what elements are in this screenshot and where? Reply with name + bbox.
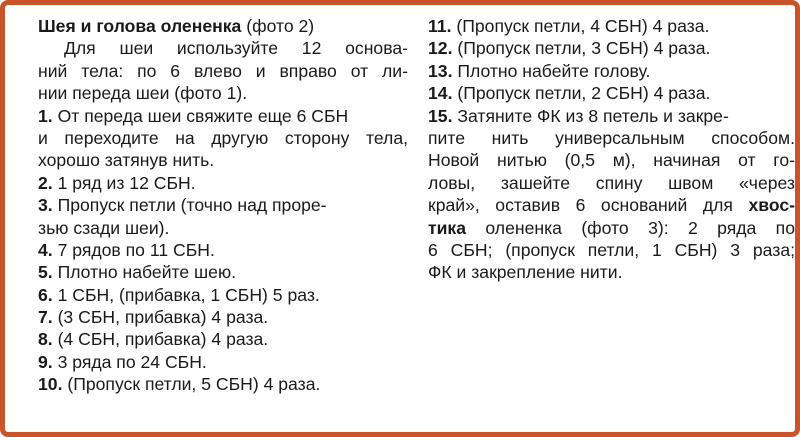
step-text: 3 ряда по 24 СБН. <box>52 351 207 372</box>
step-number: 8. <box>38 329 53 350</box>
step-text: Плотно набейте голову. <box>452 60 651 81</box>
step-15-line-1 <box>428 105 795 127</box>
step-text: От переда шеи свяжите еще 6 СБН <box>52 105 349 126</box>
step-5 <box>38 261 408 283</box>
intro-line-2: ний тела: по 6 влево и вправо от ли- <box>38 60 408 81</box>
para-line-2: ловы, зашейте спину швом «через <box>428 172 795 193</box>
step-text: 7 рядов по 11 СБН. <box>52 239 215 260</box>
step-text: (Пропуск петли, 2 СБН) 4 раза. <box>452 83 711 104</box>
para-text: олененка (фото 3): 2 ряда по <box>466 217 795 238</box>
step-text: (Пропуск петли, 3 СБН) 4 раза. <box>452 38 711 59</box>
section-title-text: Шея и голова олененка <box>38 16 242 36</box>
para-line-3 <box>428 194 795 216</box>
step-12 <box>428 37 795 59</box>
step-15-line-2: пите нить универсальным способом. <box>428 127 795 148</box>
para-bold-text: тика <box>428 217 467 238</box>
step-11 <box>428 15 795 37</box>
step-number: 11. <box>428 16 452 36</box>
intro-line-3: нии переда шеи (фото 1). <box>38 83 248 104</box>
step-10 <box>38 373 408 395</box>
para-line-1: Новой нитью (0,5 м), начиная от го- <box>428 150 795 171</box>
step-text: 1 СБН, (прибавка, 1 СБН) 5 раз. <box>52 284 320 305</box>
step-number: 5. <box>38 262 53 283</box>
step-text: Пропуск петли (точно над проре- <box>52 195 327 216</box>
para-text: край», оставив 6 оснований для <box>428 195 749 216</box>
intro-line-1: Для шеи используйте 12 основа- <box>64 38 408 59</box>
right-column <box>428 15 795 284</box>
step-6 <box>38 284 408 306</box>
para-line-6: ФК и закрепление нити. <box>428 262 623 283</box>
step-text: Затяните ФК из 8 петель и закре- <box>452 105 729 126</box>
step-number: 1. <box>38 105 53 126</box>
step-9 <box>38 351 408 373</box>
step-text: (4 СБН, прибавка) 4 раза. <box>52 329 269 350</box>
step-number: 14. <box>428 83 453 104</box>
left-column <box>38 15 408 396</box>
step-number: 12. <box>428 38 453 59</box>
step-1-line-1 <box>38 105 408 127</box>
step-number: 10. <box>38 374 63 395</box>
section-title <box>38 15 408 37</box>
step-3-line-2: зью сзади шеи). <box>38 217 170 238</box>
step-number: 13. <box>428 60 453 81</box>
para-line-4 <box>428 217 795 239</box>
step-number: 9. <box>38 351 53 372</box>
step-8 <box>38 328 408 350</box>
step-2 <box>38 172 408 194</box>
step-number: 15. <box>428 105 453 126</box>
step-number: 2. <box>38 172 53 193</box>
step-7 <box>38 306 408 328</box>
step-number: 3. <box>38 195 53 216</box>
step-1-line-3: хорошо затянув нить. <box>38 150 215 171</box>
step-13 <box>428 60 795 82</box>
step-number: 7. <box>38 307 53 328</box>
para-bold-text: хвос- <box>748 195 795 216</box>
step-number: 6. <box>38 284 53 305</box>
para-line-5: 6 СБН; (пропуск петли, 1 СБН) 3 раза; <box>428 239 795 260</box>
step-text: 1 ряд из 12 СБН. <box>52 172 196 193</box>
step-number: 4. <box>38 239 53 260</box>
step-3-line-1 <box>38 194 408 216</box>
step-4 <box>38 239 408 261</box>
step-text: (Пропуск петли, 4 СБН) 4 раза. <box>451 16 710 36</box>
step-text: (3 СБН, прибавка) 4 раза. <box>52 307 269 328</box>
step-1-line-2: и переходите на другую сторону тела, <box>38 127 408 148</box>
step-text: Плотно набейте шею. <box>52 262 237 283</box>
section-title-photo-ref: (фото 2) <box>241 16 315 36</box>
step-text: (Пропуск петли, 5 СБН) 4 раза. <box>62 374 321 395</box>
step-14 <box>428 82 795 104</box>
